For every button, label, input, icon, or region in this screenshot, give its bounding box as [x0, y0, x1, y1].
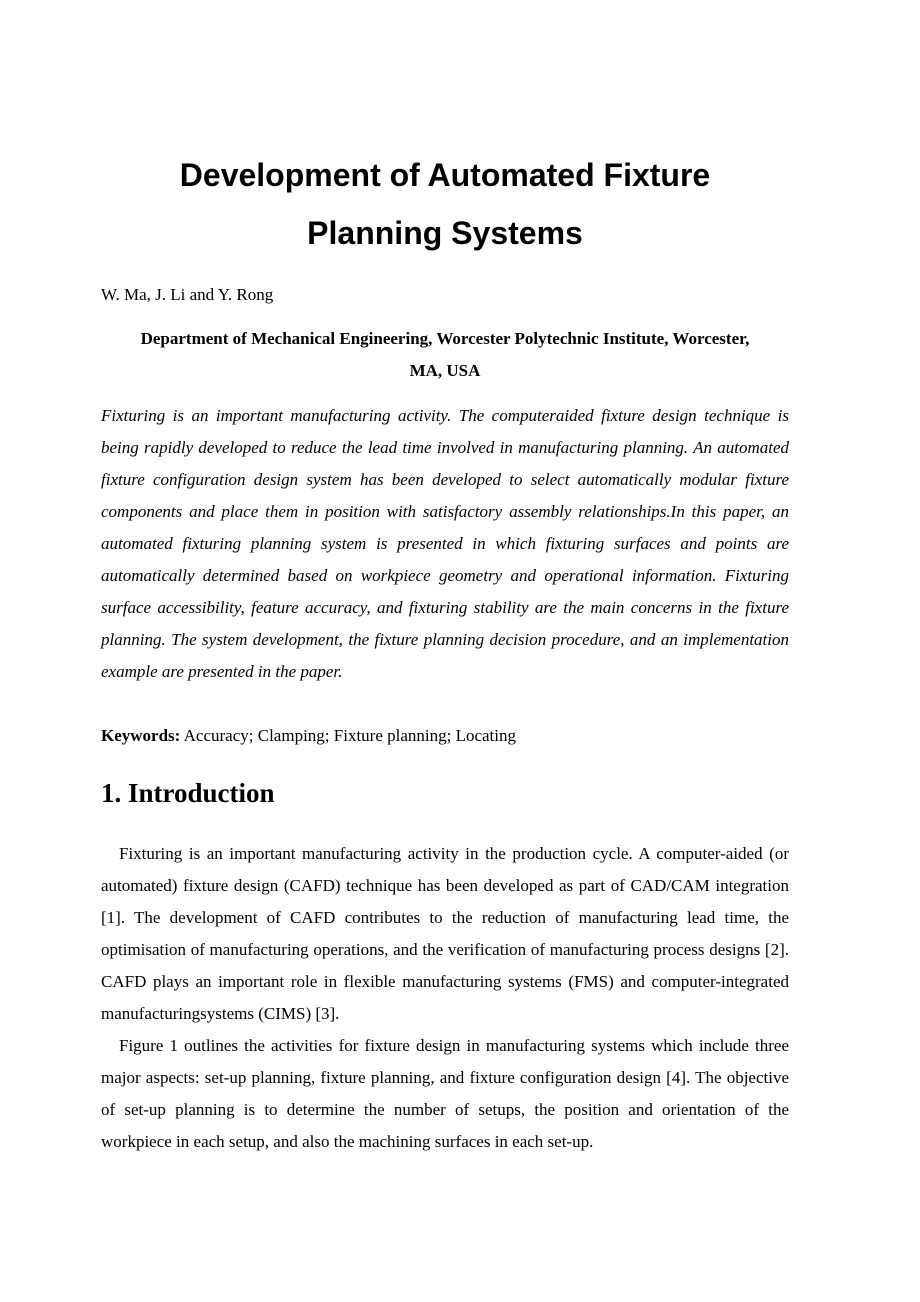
- paper-title-line-1: Development of Automated Fixture: [179, 157, 711, 193]
- paper-title: [101, 146, 789, 262]
- keywords-label: Keywords:: [101, 726, 181, 745]
- abstract: Fixturing is an important manufacturing activity. The computeraided fixture design technique is being rapidly developed to reduce the lead time involved in manufacturing planning. An automated fixture configuration design system has been developed to select automatically modular fixture components and place them in position with satisfactory assembly relationships.In this paper, an automated fixturing planning system is presented in which fixturing surfaces and points are automatically determined based on workpiece geometry and operational information. Fixturing surface accessibility, feature accuracy, and fixturing stability are the main concerns in the fixture planning. The system development, the fixture planning decision procedure, and an implementation example are presented in the paper.: [101, 406, 789, 681]
- introduction-body: [101, 838, 789, 1158]
- affiliation-line-2: MA, USA: [409, 361, 481, 380]
- keywords-value: Accuracy; Clamping; Fixture planning; Locating: [180, 726, 517, 745]
- body-paragraph: Fixturing is an important manufacturing activity in the production cycle. A computer-aided (or automated) fixture design (CAFD) technique has been developed as part of CAD/CAM integration [1]. The development of CAFD contributes to the reduction of manufacturing lead time, the optimisation of manufacturing operations, and the verification of manufacturing process designs [2]. CAFD plays an important role in flexible manufacturing systems (FMS) and computer-integrated manufacturingsystems (CIMS) [3].: [101, 844, 789, 1023]
- author-list: W. Ma, J. Li and Y. Rong: [101, 285, 274, 304]
- keywords: [101, 720, 516, 752]
- affiliation-line-1: Department of Mechanical Engineering, Worcester Polytechnic Institute, Worcester,: [140, 329, 750, 348]
- affiliation: [101, 323, 789, 387]
- body-paragraph: Figure 1 outlines the activities for fixture design in manufacturing systems which include three major aspects: set-up planning, fixture planning, and fixture configuration design [4]. The objective of set-up planning is to determine the number of setups, the position and orientation of the workpiece in each setup, and also the machining surfaces in each set-up.: [101, 1036, 789, 1151]
- section-heading-introduction: 1. Introduction: [101, 778, 275, 808]
- paper-title-line-2: Planning Systems: [307, 215, 583, 251]
